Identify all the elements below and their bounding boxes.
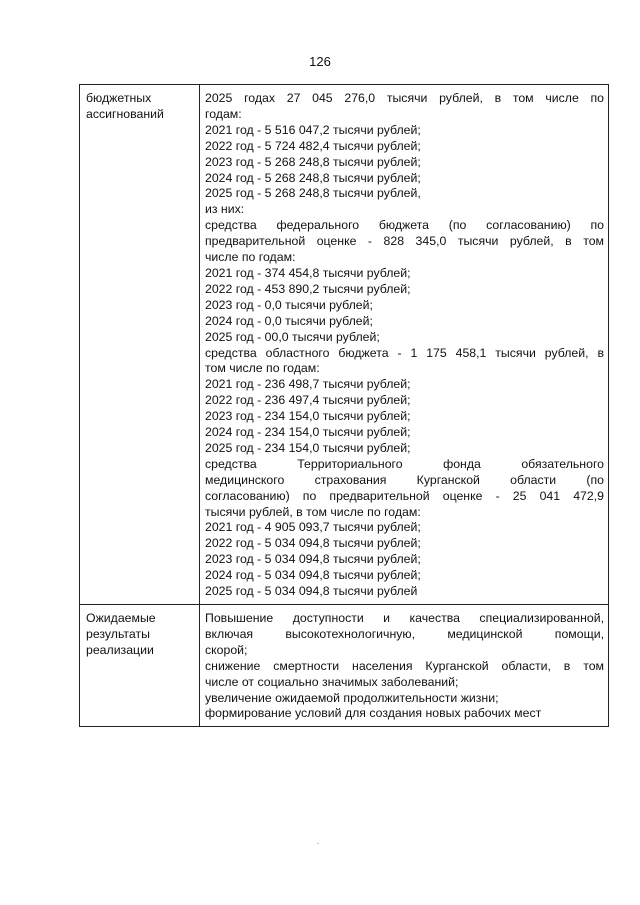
row-content-line: 2024 год - 5 034 094,8 тысячи рублей; — [205, 568, 421, 583]
row-content-line: 2025 год - 00,0 тысячи рублей; — [205, 329, 380, 344]
row-content-line: Повышение доступности и качества специализированной, — [205, 611, 604, 625]
row-content-line: 2024 год - 234 154,0 тысячи рублей; — [205, 425, 411, 440]
row-content-line: числе от социально значимых заболеваний; — [205, 674, 459, 689]
row-content-line: согласованию) по предварительной оценке - 25 041 472,9 — [205, 488, 604, 503]
row-content-line: предварительной оценке - 828 345,0 тысячи рублей, в том — [205, 234, 604, 249]
row-content-line: 2022 год - 5 724 482,4 тысячи рублей; — [205, 138, 421, 153]
row-content-line: 2021 год - 236 498,7 тысячи рублей; — [205, 377, 411, 392]
row-content-line: формирование условий для создания новых рабочих мест — [205, 706, 542, 721]
row-content-line: 2025 год - 234 154,0 тысячи рублей; — [205, 440, 411, 455]
row-content-line: 2023 год - 5 034 094,8 тысячи рублей; — [205, 552, 421, 567]
table-row — [80, 605, 609, 727]
row-label-line: Ожидаемые — [86, 611, 156, 625]
scan-speck — [317, 843, 319, 844]
row-content-line: средства областного бюджета - 1 175 458,1 тысячи рублей, в — [205, 345, 604, 360]
row-label-line: результаты — [86, 626, 150, 641]
row-label-cell — [80, 605, 200, 727]
row-content-line: 2025 год - 5 268 248,8 тысячи рублей, — [205, 186, 421, 201]
row-content-line: увеличение ожидаемой продолжительности жизни; — [205, 690, 499, 705]
row-content-line: 2022 год - 236 497,4 тысячи рублей; — [205, 393, 411, 408]
row-content-line: годам: — [205, 106, 242, 121]
passport-table — [79, 84, 609, 727]
row-label-cell — [80, 85, 200, 605]
row-content-line: 2023 год - 0,0 тысячи рублей; — [205, 297, 373, 312]
row-label-line: бюджетных — [86, 91, 152, 105]
row-content-cell — [200, 85, 609, 605]
row-content-line: 2023 год - 5 268 248,8 тысячи рублей; — [205, 154, 421, 169]
row-content-line: 2025 годах 27 045 276,0 тысячи рублей, в том числе по — [205, 91, 604, 105]
row-content-line: из них: — [205, 202, 245, 217]
row-content-line: 2022 год - 453 890,2 тысячи рублей; — [205, 281, 411, 296]
row-content-line: том числе по годам: — [205, 361, 320, 376]
row-content-cell — [200, 605, 609, 727]
row-content-line: 2021 год - 374 454,8 тысячи рублей; — [205, 265, 411, 280]
row-content-line: включая высокотехнологичную, медицинской помощи, — [205, 626, 604, 641]
row-content-line: 2022 год - 5 034 094,8 тысячи рублей; — [205, 536, 421, 551]
row-content-line: скорой; — [205, 642, 248, 657]
row-label-line: реализации — [86, 642, 154, 657]
row-content-line: 2025 год - 5 034 094,8 тысячи рублей — [205, 584, 418, 599]
row-content-line: 2023 год - 234 154,0 тысячи рублей; — [205, 409, 411, 424]
row-label-line: ассигнований — [86, 106, 164, 121]
row-content-line: 2024 год - 0,0 тысячи рублей; — [205, 313, 373, 328]
page-number: 126 — [309, 54, 331, 69]
row-content-line: 2021 год - 4 905 093,7 тысячи рублей; — [205, 520, 421, 535]
row-content-line: 2021 год - 5 516 047,2 тысячи рублей; — [205, 122, 421, 137]
row-content-line: медицинского страхования Курганской области (по — [205, 472, 604, 487]
row-content-line: числе по годам: — [205, 250, 296, 265]
row-content-line: снижение смертности населения Курганской области, в том — [205, 658, 604, 673]
row-content-line: 2024 год - 5 268 248,8 тысячи рублей; — [205, 170, 421, 185]
row-content-line: средства Территориального фонда обязательного — [205, 456, 604, 471]
table-row — [80, 85, 609, 605]
row-content-line: тысячи рублей, в том числе по годам: — [205, 504, 421, 519]
row-content-line: средства федерального бюджета (по согласованию) по — [205, 218, 604, 233]
